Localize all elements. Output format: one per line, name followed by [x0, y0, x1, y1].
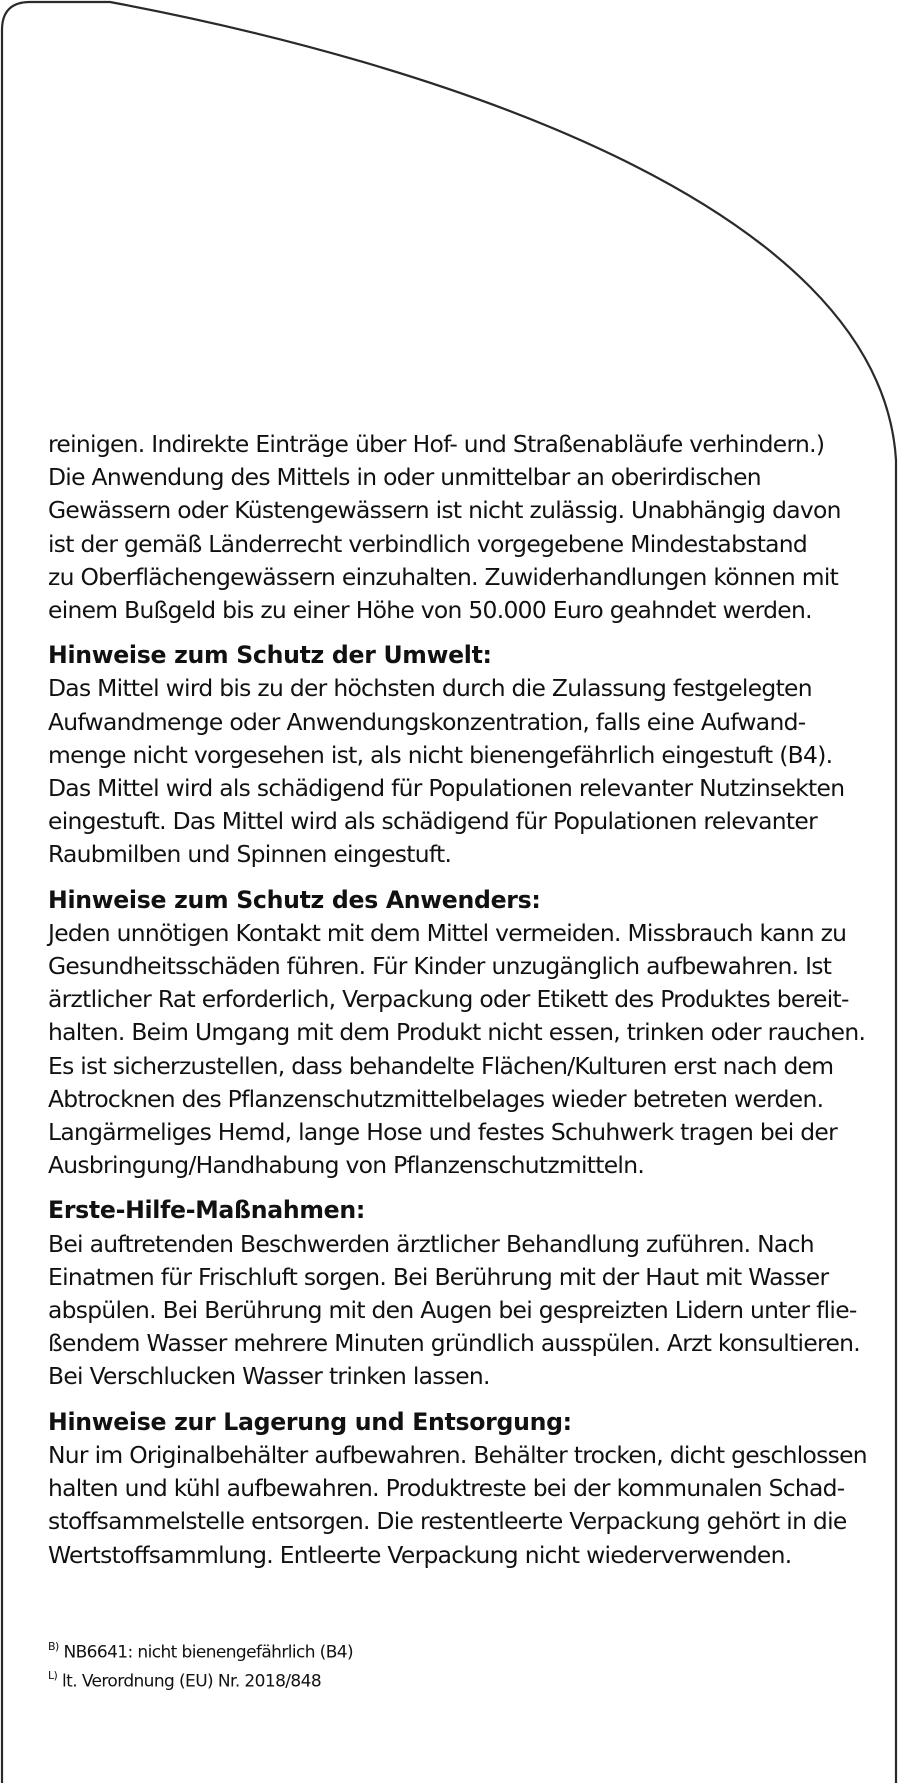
user-protection-line: Abtrocknen des Pflanzenschutzmittelbelages wieder betreten werden.	[48, 1084, 824, 1113]
storage-disposal-line: Wertstoffsammlung. Entleerte Verpackung nicht wiederverwenden.	[48, 1540, 792, 1569]
footnote-text: lt. Verordnung (EU) Nr. 2018/848	[62, 1671, 322, 1692]
environment-line: eingestuft. Das Mittel wird als schädigend für Populationen relevanter	[48, 807, 817, 836]
first-aid-line: Einatmen für Frischluft sorgen. Bei Berührung mit der Haut mit Wasser	[48, 1262, 829, 1291]
environment-line: Das Mittel wird als schädigend für Populationen relevanter Nutzinsekten	[48, 774, 845, 803]
first-aid-heading: Erste-Hilfe-Maßnahmen:	[48, 1196, 365, 1225]
environment-paragraph	[48, 672, 888, 871]
intro-line: einem Bußgeld bis zu einer Höhe von 50.000 Euro geahndet werden.	[48, 596, 812, 625]
storage-disposal-paragraph	[48, 1439, 888, 1572]
footnote-text: NB6641: nicht bienengefährlich (B4)	[63, 1642, 354, 1663]
intro-line: reinigen. Indirekte Einträge über Hof- und Straßenabläufe verhindern.)	[48, 430, 825, 458]
label-text	[48, 428, 888, 1584]
footnote-regulation	[48, 1665, 548, 1694]
user-protection-line: halten. Beim Umgang mit dem Produkt nicht essen, trinken oder rauchen.	[48, 1018, 866, 1047]
user-protection-paragraph	[48, 917, 888, 1183]
user-protection-line: Ausbringung/Handhabung von Pflanzenschutzmitteln.	[48, 1151, 645, 1180]
user-protection-line: Jeden unnötigen Kontakt mit dem Mittel vermeiden. Missbrauch kann zu	[48, 918, 847, 947]
storage-disposal-line: Nur im Originalbehälter aufbewahren. Behälter trocken, dicht geschlossen	[48, 1440, 867, 1469]
storage-disposal-heading: Hinweise zur Lagerung und Entsorgung:	[48, 1407, 572, 1436]
environment-line: Aufwandmenge oder Anwendungskonzentration, falls eine Aufwand-	[48, 707, 806, 736]
storage-disposal-line: stoffsammelstelle entsorgen. Die restentleerte Verpackung gehört in die	[48, 1507, 847, 1536]
first-aid-line: abspülen. Bei Berührung mit den Augen bei gespreizten Lidern unter flie-	[48, 1296, 857, 1325]
first-aid-line: Bei auftretenden Beschwerden ärztlicher Behandlung zuführen. Nach	[48, 1229, 814, 1258]
footnote-b4	[48, 1636, 548, 1665]
footnote-marker: B)	[48, 1640, 59, 1653]
first-aid-line: ßendem Wasser mehrere Minuten gründlich ausspülen. Arzt konsultieren.	[48, 1329, 861, 1358]
environment-line: Das Mittel wird bis zu der höchsten durch die Zulassung festgelegten	[48, 674, 812, 703]
user-protection-heading: Hinweise zum Schutz des Anwenders:	[48, 885, 541, 914]
intro-paragraph	[48, 428, 888, 627]
first-aid-paragraph	[48, 1228, 888, 1394]
environment-line: menge nicht vorgesehen ist, als nicht bienengefährlich eingestuft (B4).	[48, 740, 833, 769]
environment-line: Raubmilben und Spinnen eingestuft.	[48, 840, 452, 869]
footnote-marker: L)	[48, 1668, 58, 1682]
storage-disposal-line: halten und kühl aufbewahren. Produktreste bei der kommunalen Schad-	[48, 1474, 845, 1503]
intro-line: zu Oberflächengewässern einzuhalten. Zuwiderhandlungen können mit	[48, 562, 839, 591]
intro-line: ist der gemäß Länderrecht verbindlich vorgegebene Mindestabstand	[48, 529, 808, 558]
user-protection-line: ärztlicher Rat erforderlich, Verpackung oder Etikett des Produktes bereit-	[48, 985, 849, 1014]
intro-line: Die Anwendung des Mittels in oder unmittelbar an oberirdischen	[48, 463, 761, 492]
intro-line: Gewässern oder Küstengewässern ist nicht zulässig. Unabhängig davon	[48, 496, 841, 525]
user-protection-line: Gesundheitsschäden führen. Für Kinder unzugänglich aufbewahren. Ist	[48, 952, 832, 981]
environment-heading: Hinweise zum Schutz der Umwelt:	[48, 641, 492, 670]
footnotes	[48, 1636, 548, 1693]
user-protection-line: Es ist sicherzustellen, dass behandelte Flächen/Kulturen erst nach dem	[48, 1051, 834, 1080]
first-aid-line: Bei Verschlucken Wasser trinken lassen.	[48, 1362, 490, 1391]
user-protection-line: Langärmeliges Hemd, lange Hose und festes Schuhwerk tragen bei der	[48, 1118, 838, 1147]
